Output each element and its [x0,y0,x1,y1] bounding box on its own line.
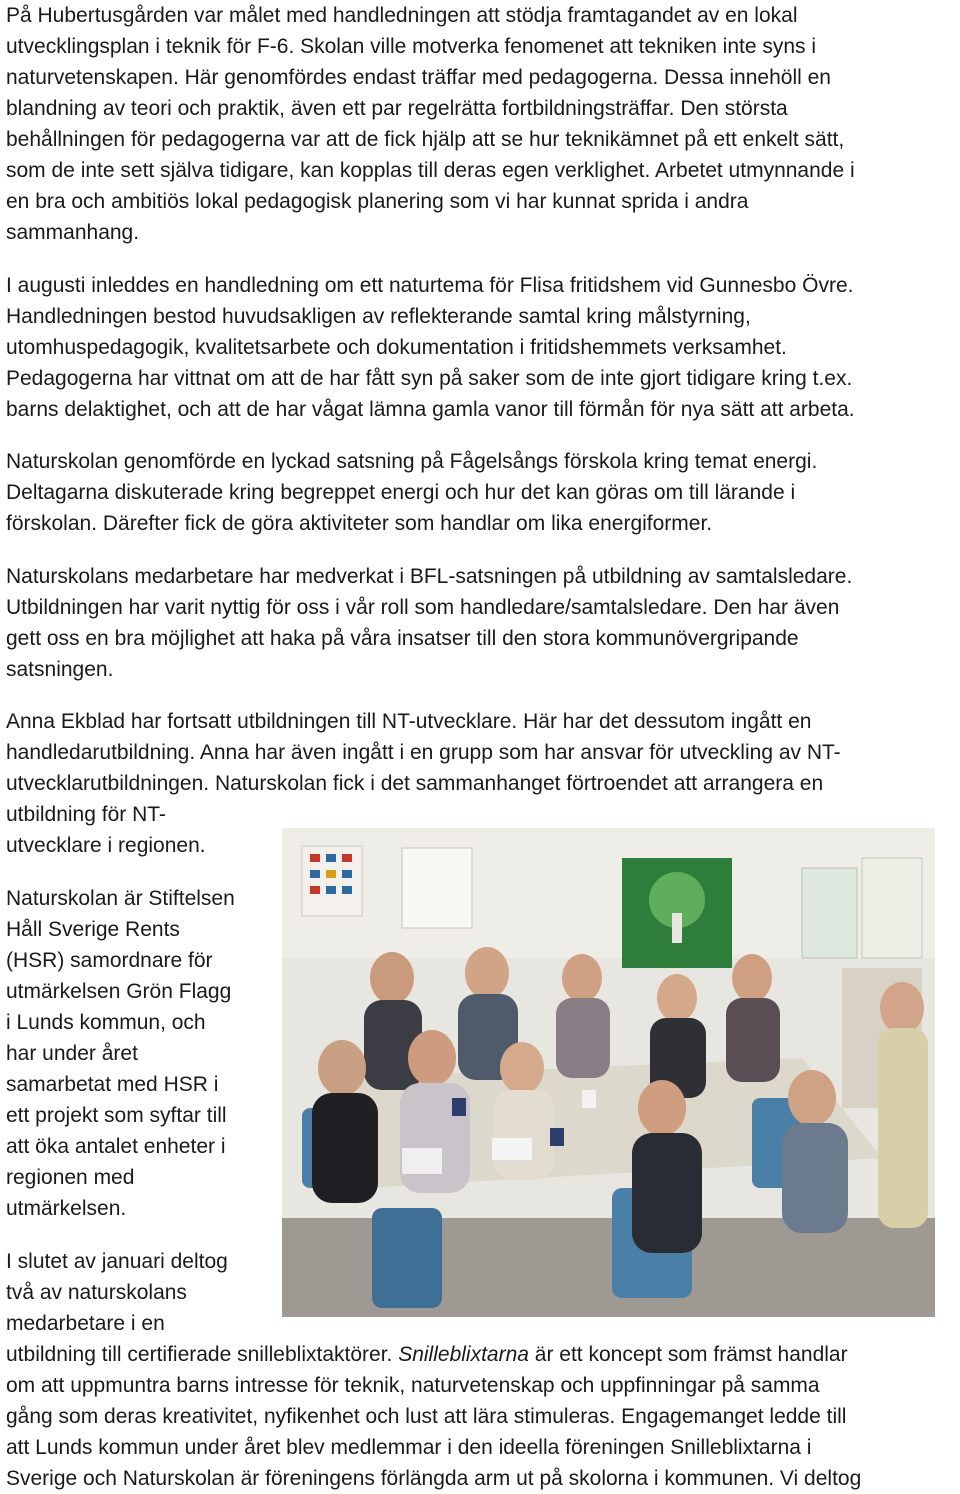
p6-line-10: regionen med [6,1166,135,1189]
wall-flags [310,854,352,894]
p7-line-1: I slutet av januari deltog [6,1250,228,1273]
p7-line-4-end: är ett koncept som främst handlar [528,1343,848,1366]
p2-line-4: Pedagogerna har vittnat om att de har fått syn på saker som de inte gjort tidigare kring t.ex. [6,367,853,390]
p4-line-4: satsningen. [6,658,114,681]
p4-line-3: gett oss en bra möjlighet att haka på våra insatser till den stora kommunövergripande [6,627,799,650]
snilleblixtarna-italic: Snilleblixtarna [398,1343,529,1366]
p7-line-4 [6,1339,848,1370]
p7-line-6: gång som deras kreativitet, nyfikenhet och lust att lära stimuleras. Engagemanget ledde till [6,1405,847,1428]
p3-line-3: förskolan. Därefter fick de göra aktiviteter som handlar om lika energiformer. [6,512,713,535]
p1-line-5: behållningen för pedagogerna var att de fick hjälp att se hur teknikämnet på ett enkelt sätt, [6,128,845,151]
p5-line-4: utbildning för NT- [6,803,166,826]
p4-line-1: Naturskolans medarbetare har medverkat i BFL-satsningen på utbildning av samtalsledare. [6,565,853,588]
p6-line-9: att öka antalet enheter i [6,1135,226,1158]
p2-line-3: utomhuspedagogik, kvalitetsarbete och dokumentation i fritidshemmets verksamhet. [6,336,787,359]
p7-line-5: om att uppmuntra barns intresse för teknik, naturvetenskap och uppfinningar på samma [6,1374,820,1397]
p6-line-1: Naturskolan är Stiftelsen [6,887,235,910]
p6-line-4: utmärkelsen Grön Flagg [6,980,232,1003]
p2-line-5: barns delaktighet, och att de har vågat lämna gamla vanor till förmån för nya sätt att arbeta. [6,398,855,421]
p5-line-2: handledarutbildning. Anna har även ingått i en grupp som har ansvar för utveckling av NT- [6,741,841,764]
p7-line-3: medarbetare i en [6,1312,165,1335]
p1-line-2: utvecklingsplan i teknik för F-6. Skolan ville motverka fenomenet att tekniken inte syns i [6,35,817,58]
p6-line-8: ett projekt som syftar till [6,1104,227,1127]
p5-line-1: Anna Ekblad har fortsatt utbildningen till NT-utvecklare. Här har det dessutom ingått en [6,710,812,733]
p5-line-5: utvecklare i regionen. [6,834,206,857]
p1-line-7: en bra och ambitiös lokal pedagogisk planering som vi har kunnat sprida i andra [6,190,749,213]
p6-line-6: har under året [6,1042,138,1065]
p6-line-7: samarbetat med HSR i [6,1073,219,1096]
p5-line-3: utvecklarutbildningen. Naturskolan fick i det sammanhanget förtroendet att arrangera en [6,772,824,795]
p7-line-8: Sverige och Naturskolan är föreningens förlängda arm ut på skolorna i kommunen. Vi deltog [6,1467,862,1490]
p6-line-3: (HSR) samordnare för [6,949,213,972]
p6-line-2: Håll Sverige Rents [6,918,180,941]
p3-line-1: Naturskolan genomförde en lyckad satsning på Fågelsångs förskola kring temat energi. [6,450,818,473]
p1-line-4: blandning av teori och praktik, även ett par regelrätta fortbildningsträffar. Den största [6,97,788,120]
p3-line-2: Deltagarna diskuterade kring begreppet energi och hur det kan göras om till lärande i [6,481,796,504]
p6-line-5: i Lunds kommun, och [6,1011,206,1034]
meeting-photo [282,828,935,1317]
p1-line-3: naturvetenskapen. Här genomfördes endast träffar med pedagogerna. Dessa innehöll en [6,66,831,89]
p7-line-2: två av naturskolans [6,1281,187,1304]
p1-line-8: sammanhang. [6,221,140,244]
p7-line-4-start: utbildning till certifierade snilleblixtaktörer. [6,1343,399,1366]
p1-line-1: På Hubertusgården var målet med handledningen att stödja framtagandet av en lokal [6,4,798,27]
p2-line-1: I augusti inleddes en handledning om ett naturtema för Flisa fritidshem vid Gunnesbo Övre. [6,274,854,297]
p2-line-2: Handledningen bestod huvudsakligen av reflekterande samtal kring målstyrning, [6,305,751,328]
p1-line-6: som de inte sett själva tidigare, kan kopplas till deras egen verklighet. Arbetet utmynnande i [6,159,855,182]
p6-line-11: utmärkelsen. [6,1197,127,1220]
p7-line-7: att Lunds kommun under året blev medlemmar i den ideella föreningen Snilleblixtarna i [6,1436,812,1459]
p4-line-2: Utbildningen har varit nyttig för oss i vår roll som handledare/samtalsledare. Den har även [6,596,840,619]
